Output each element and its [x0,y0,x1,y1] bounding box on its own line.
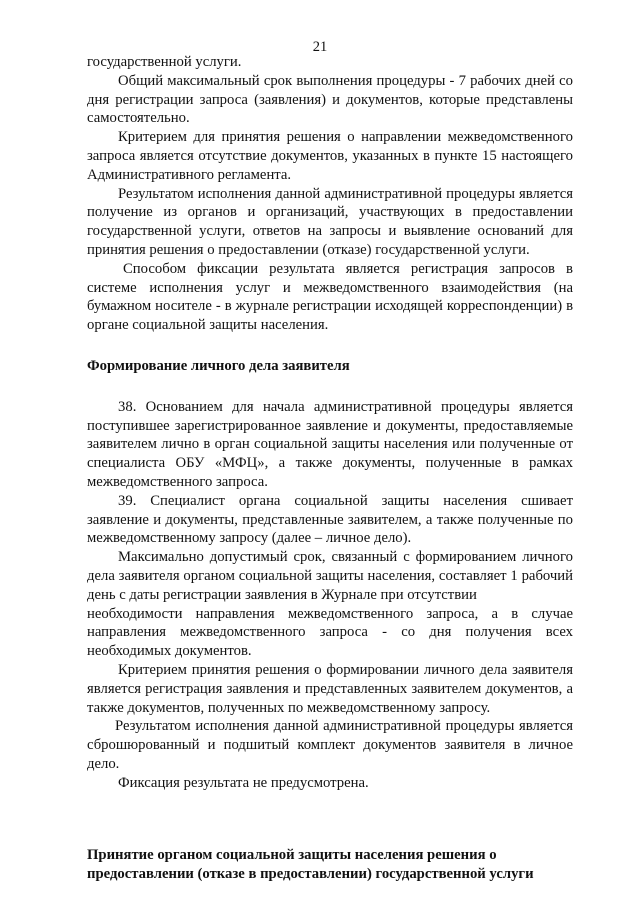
paragraph: Фиксация результата не предусмотрена. [118,774,369,791]
section-heading-decision-line1: Принятие органом социальной защиты населения решения о [87,847,497,864]
paragraph: государственной услуги. [87,54,242,70]
section-heading-decision-line2: предоставлении (отказе в предоставлении) государственной услуги [87,866,534,883]
paragraph: Общий максимальный срок выполнения процедуры - 7 рабочих дней со дня регистрации запроса (заявления) и документов, которые представлены самостоятельно. [87,72,573,127]
paragraph: Критерием принятия решения о формировании личного дела заявителя является регистрация заявления и представленных заявителем документов, а также документов, полученных по межведомственному запросу. [87,661,573,716]
paragraph: Результатом исполнения данной административной процедуры является получение из органов и организаций, участвующих в предоставлении государственной услуги, ответов на запросы и выявление оснований для принятия решения о предоставлении (отказе) государственной услуги. [87,185,573,258]
paragraph: Максимально допустимый срок, связанный с формированием личного дела заявителя органом социальной защиты населения, составляет 1 рабочий день с даты регистрации заявления в Журнале при отсутствии [87,549,573,603]
paragraph: Результатом исполнения данной административной процедуры является сброшюрованный и подшитый комплект документов заявителя в личное дело. [87,718,573,772]
paragraph: Способом фиксации результата является регистрация запросов в системе исполнения услуг и межведомственного взаимодействия (на бумажном носителе - в журнале регистрации исходящей корреспонденции) в органе социальной защиты населения. [87,260,573,334]
paragraph: Критерием для принятия решения о направлении межведомственного запроса является отсутствие документов, указанных в пункте 15 настоящего Административного регламента. [87,129,573,183]
page-body [87,53,573,884]
section-heading-personal-file: Формирование личного дела заявителя [87,357,350,374]
paragraph: 39. Специалист органа социальной защиты населения сшивает заявление и документы, представленные заявителем, а также полученные по межведомственному запросу (далее – личное дело). [87,492,573,547]
paragraph: 38. Основанием для начала административной процедуры является поступившее зарегистрированное заявление и документы, предоставляемые заявителем лично в орган социальной защиты населения или полученные от специалиста ОБУ «МФЦ», а также документы, полученные в рамках межведомственного запроса. [87,398,573,490]
page-number: 21 [312,39,328,55]
paragraph: необходимости направления межведомственного запроса, а в случае направления межведомственного запроса - со дня получения всех необходимых документов. [87,605,573,660]
